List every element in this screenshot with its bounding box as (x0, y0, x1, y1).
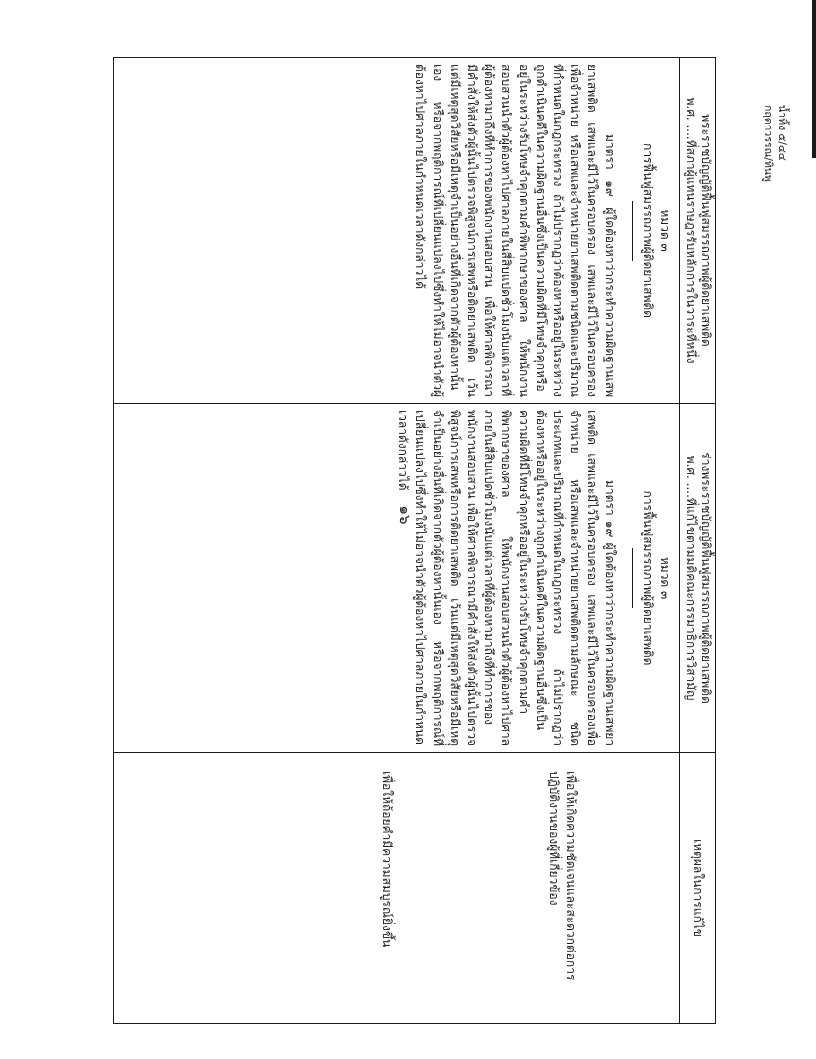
header-amended-line-2: พ.ศ. ....ที่แก้ไขตามมติคณะกรรมาธิการวิสามัญ (684, 455, 698, 701)
header-amended-law (680, 404, 716, 753)
comparison-table (113, 57, 716, 1024)
header-original-line-2: พ.ศ. ....ที่สภาผู้แทนราษฎรรับหลักการในวาระที่หนึ่ง (684, 97, 698, 364)
original-law-cell (114, 58, 680, 404)
original-chapter: หมวด ๓ (658, 209, 672, 252)
reason-2: เพื่อให้ถ้อยคำมีความสมบูรณ์ยิ่งขึ้น (379, 771, 394, 948)
original-chapter-title: การฟื้นฟูสมรรถภาพผู้ติดยาเสพติด (640, 143, 655, 318)
comparison-table-area (113, 57, 716, 1023)
amended-chapter: หมวด ๓ (658, 556, 672, 600)
amended-chapter-rule (632, 548, 633, 608)
reason-1: เพื่อให้เกิดความชัดเจนและสะดวกต่อการปฏิบัติงานของผู้ที่เกี่ยวข้อง (546, 771, 578, 981)
header-amended-line-1: ร่างพระราชบัญญัติฟื้นฟูสมรรถภาพผู้ติดยาเสพติด (699, 452, 713, 704)
amended-section-19: มาตรา ๑๙ ผู้ใดต้องหาว่ากระทำความผิดฐานเสพยาเสพติด เสพและมีไว้ในครอบครอง เสพและมีไว้ในครอบครองเพื่อจำหน่าย หรือเสพและจำหน่ายยาเสพติดตามลักษณะ ชนิด ประเภทและปริมาณที่กำหนดในกฎกระทรวง ถ้าไม่ปรากฏว่าต้องหาหรืออยู่ในระหว่างถูกดำเนินคดีในความผิดฐานอื่นซึ่งเป็นความผิดที่มีโทษจำคุกหรืออยู่ในระหว่างรับโทษจำคุกตามคำพิพากษาของศาล ให้พนักงานสอบสวนนำตัวผู้ต้องหาไปศาลภายในสี่สิบแปดชั่วโมงนับแต่เวลาที่ผู้ต้องหามาถึงที่ทำการของพนักงานสอบสวน เพื่อให้ศาลพิจารณามีคำสั่งให้ส่งตัวผู้นั้นไปตรวจพิสูจน์การเสพหรือการติดยาเสพติด เว้นแต่มีเหตุสุดวิสัยหรือมีเหตุจำเป็นอย่างอื่นที่เกิดจากตัวผู้ต้องหานั้นเอง หรือจากพฤติการณ์ที่เปลี่ยนแปลงไปซึ่งทำให้ไม่อาจนำตัวผู้ต้องหาไปศาลภายในกำหนดเวลาดังกล่าวได้ (396, 410, 617, 746)
page-number: ๑๖ (396, 505, 414, 525)
header-original-line-1: พระราชบัญญัติฟื้นฟูสมรรถภาพผู้ติดยาเสพติด (699, 114, 713, 347)
original-section-19: มาตรา ๑๙ ผู้ใดต้องหาว่ากระทำความผิดฐานเสพยาเสพติด เสพและมีไว้ในครอบครอง เสพและมีไว้ในครอบครองเพื่อจำหน่าย หรือเสพและจำหน่ายยาเสพติดตามชนิดและปริมาณที่กำหนดในกฎกระทรวง ถ้าไม่ปรากฏว่าต้องหาหรืออยู่ในระหว่างถูกดำเนินคดีในความผิดฐานอื่นซึ่งเป็นความผิดที่มีโทษจำคุกหรืออยู่ในระหว่างรับโทษจำคุกตามคำพิพากษาของศาล ให้พนักงานสอบสวนนำตัวผู้ต้องหาไปศาลภายในสี่สิบแปดชั่วโมงนับแต่เวลาที่ผู้ต้องหามาถึงที่ทำการของพนักงานสอบสวน เพื่อให้ศาลพิจารณามีคำสั่งให้ส่งตัวผู้นั้นไปตรวจพิสูจน์การเสพหรือติดยาเสพติด เว้นแต่มีเหตุสุดวิสัยหรือมีเหตุจำเป็นอย่างอื่นที่เกิดจากตัวผู้ต้องหานั้นเอง หรือจากพฤติการณ์ที่เปลี่ยนแปลงไปซึ่งทำให้ไม่อาจนำตัวผู้ต้องหาไปศาลภายในกำหนดเวลาดังกล่าวได้ (413, 64, 617, 397)
side-note-line-2: กฤตาวรรณ/ทินพู (762, 105, 774, 182)
amended-law-cell (114, 404, 680, 753)
side-note-line-1: น้ำทิ้ง ๕/๔๔ (776, 105, 788, 161)
reason-cell (114, 753, 680, 1024)
header-reason: เหตุผลในการแก้ไข (680, 753, 716, 1024)
page-edge-line (812, 0, 816, 158)
table-header-row (680, 58, 716, 1024)
header-original-law (680, 58, 716, 404)
table-body-row (114, 58, 680, 1024)
amended-chapter-title: การฟื้นฟูสมรรถภาพผู้ติดยาเสพติด (640, 490, 655, 666)
original-chapter-rule (632, 201, 633, 261)
